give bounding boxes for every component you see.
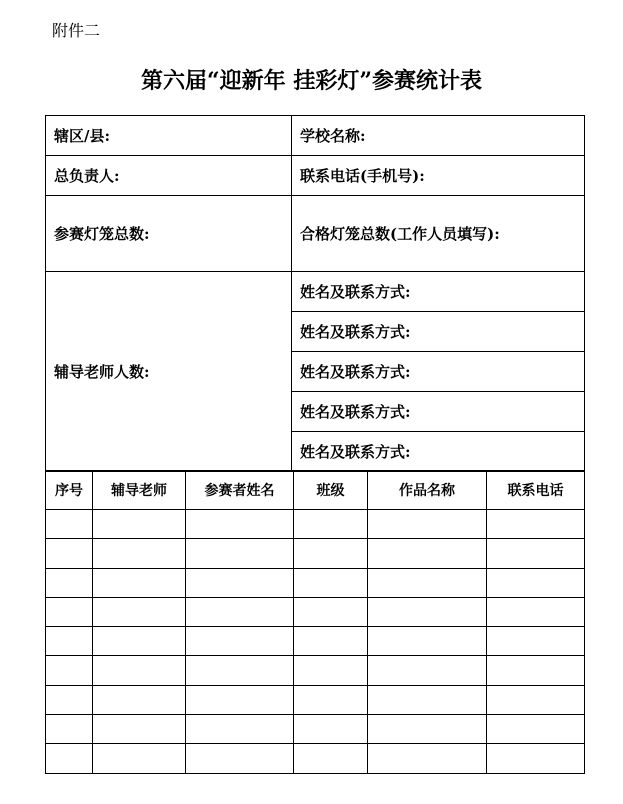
- cell-class[interactable]: [294, 510, 368, 539]
- table-row: [46, 685, 585, 714]
- cell-work-title[interactable]: [368, 539, 487, 568]
- cell-participant[interactable]: [186, 685, 294, 714]
- cell-participant[interactable]: [186, 510, 294, 539]
- cell-class[interactable]: [294, 568, 368, 597]
- teacher-contact-4[interactable]: 姓名及联系方式:: [292, 392, 585, 432]
- qualified-total-label: 合格灯笼总数(工作人员填写):: [300, 224, 500, 243]
- cell-participant[interactable]: [186, 539, 294, 568]
- cell-teacher[interactable]: [93, 715, 186, 744]
- entries-table: [45, 470, 585, 774]
- table-row: [46, 715, 585, 744]
- cell-participant[interactable]: [186, 715, 294, 744]
- cell-class[interactable]: [294, 744, 368, 773]
- cell-index[interactable]: [46, 685, 93, 714]
- cell-phone[interactable]: [487, 597, 585, 626]
- col-header-participant: 参赛者姓名: [186, 471, 294, 510]
- teacher-contact-3[interactable]: 姓名及联系方式:: [292, 352, 585, 392]
- cell-participant[interactable]: [186, 627, 294, 656]
- cell-work-title[interactable]: [368, 568, 487, 597]
- col-header-index: 序号: [46, 471, 93, 510]
- cell-work-title[interactable]: [368, 715, 487, 744]
- cell-teacher[interactable]: [93, 656, 186, 685]
- school-name-field[interactable]: 学校名称:: [292, 116, 585, 156]
- cell-participant[interactable]: [186, 568, 294, 597]
- teacher-contact-2[interactable]: 姓名及联系方式:: [292, 312, 585, 352]
- info-form-table: [45, 115, 585, 472]
- cell-teacher[interactable]: [93, 597, 186, 626]
- teacher-count-field[interactable]: 辅导老师人数:: [46, 272, 292, 472]
- qualified-total-field[interactable]: [292, 196, 585, 272]
- table-row: [46, 627, 585, 656]
- cell-phone[interactable]: [487, 656, 585, 685]
- table-header-row: [46, 471, 585, 510]
- cell-teacher[interactable]: [93, 539, 186, 568]
- cell-index[interactable]: [46, 744, 93, 773]
- table-row: [46, 656, 585, 685]
- leader-field[interactable]: 总负责人:: [46, 156, 292, 196]
- cell-participant[interactable]: [186, 744, 294, 773]
- cell-index[interactable]: [46, 510, 93, 539]
- table-row: [46, 597, 585, 626]
- phone-field[interactable]: 联系电话(手机号):: [292, 156, 585, 196]
- cell-work-title[interactable]: [368, 656, 487, 685]
- col-header-teacher: 辅导老师: [93, 471, 186, 510]
- cell-index[interactable]: [46, 627, 93, 656]
- cell-class[interactable]: [294, 627, 368, 656]
- cell-class[interactable]: [294, 715, 368, 744]
- col-header-phone: 联系电话: [487, 471, 585, 510]
- cell-work-title[interactable]: [368, 597, 487, 626]
- cell-work-title[interactable]: [368, 744, 487, 773]
- table-row: [46, 568, 585, 597]
- cell-index[interactable]: [46, 656, 93, 685]
- cell-index[interactable]: [46, 539, 93, 568]
- lantern-total-field[interactable]: 参赛灯笼总数:: [46, 196, 292, 272]
- table-row: [46, 744, 585, 773]
- cell-index[interactable]: [46, 597, 93, 626]
- cell-teacher[interactable]: [93, 510, 186, 539]
- table-row: [46, 510, 585, 539]
- cell-phone[interactable]: [487, 715, 585, 744]
- district-field[interactable]: 辖区/县:: [46, 116, 292, 156]
- cell-class[interactable]: [294, 539, 368, 568]
- page-title: 第六届“迎新年 挂彩灯”参赛统计表: [141, 68, 482, 94]
- cell-class[interactable]: [294, 597, 368, 626]
- cell-teacher[interactable]: [93, 568, 186, 597]
- cell-phone[interactable]: [487, 510, 585, 539]
- cell-participant[interactable]: [186, 597, 294, 626]
- cell-teacher[interactable]: [93, 627, 186, 656]
- col-header-work-title: 作品名称: [368, 471, 487, 510]
- cell-phone[interactable]: [487, 685, 585, 714]
- cell-work-title[interactable]: [368, 685, 487, 714]
- cell-teacher[interactable]: [93, 685, 186, 714]
- cell-phone[interactable]: [487, 627, 585, 656]
- cell-participant[interactable]: [186, 656, 294, 685]
- cell-phone[interactable]: [487, 539, 585, 568]
- attachment-label: 附件二: [52, 21, 101, 40]
- cell-teacher[interactable]: [93, 744, 186, 773]
- teacher-contact-1[interactable]: 姓名及联系方式:: [292, 272, 585, 312]
- cell-phone[interactable]: [487, 568, 585, 597]
- cell-work-title[interactable]: [368, 627, 487, 656]
- cell-class[interactable]: [294, 656, 368, 685]
- cell-index[interactable]: [46, 715, 93, 744]
- cell-class[interactable]: [294, 685, 368, 714]
- col-header-class: 班级: [294, 471, 368, 510]
- table-row: [46, 539, 585, 568]
- cell-work-title[interactable]: [368, 510, 487, 539]
- cell-phone[interactable]: [487, 744, 585, 773]
- cell-index[interactable]: [46, 568, 93, 597]
- teacher-contact-5[interactable]: 姓名及联系方式:: [292, 432, 585, 472]
